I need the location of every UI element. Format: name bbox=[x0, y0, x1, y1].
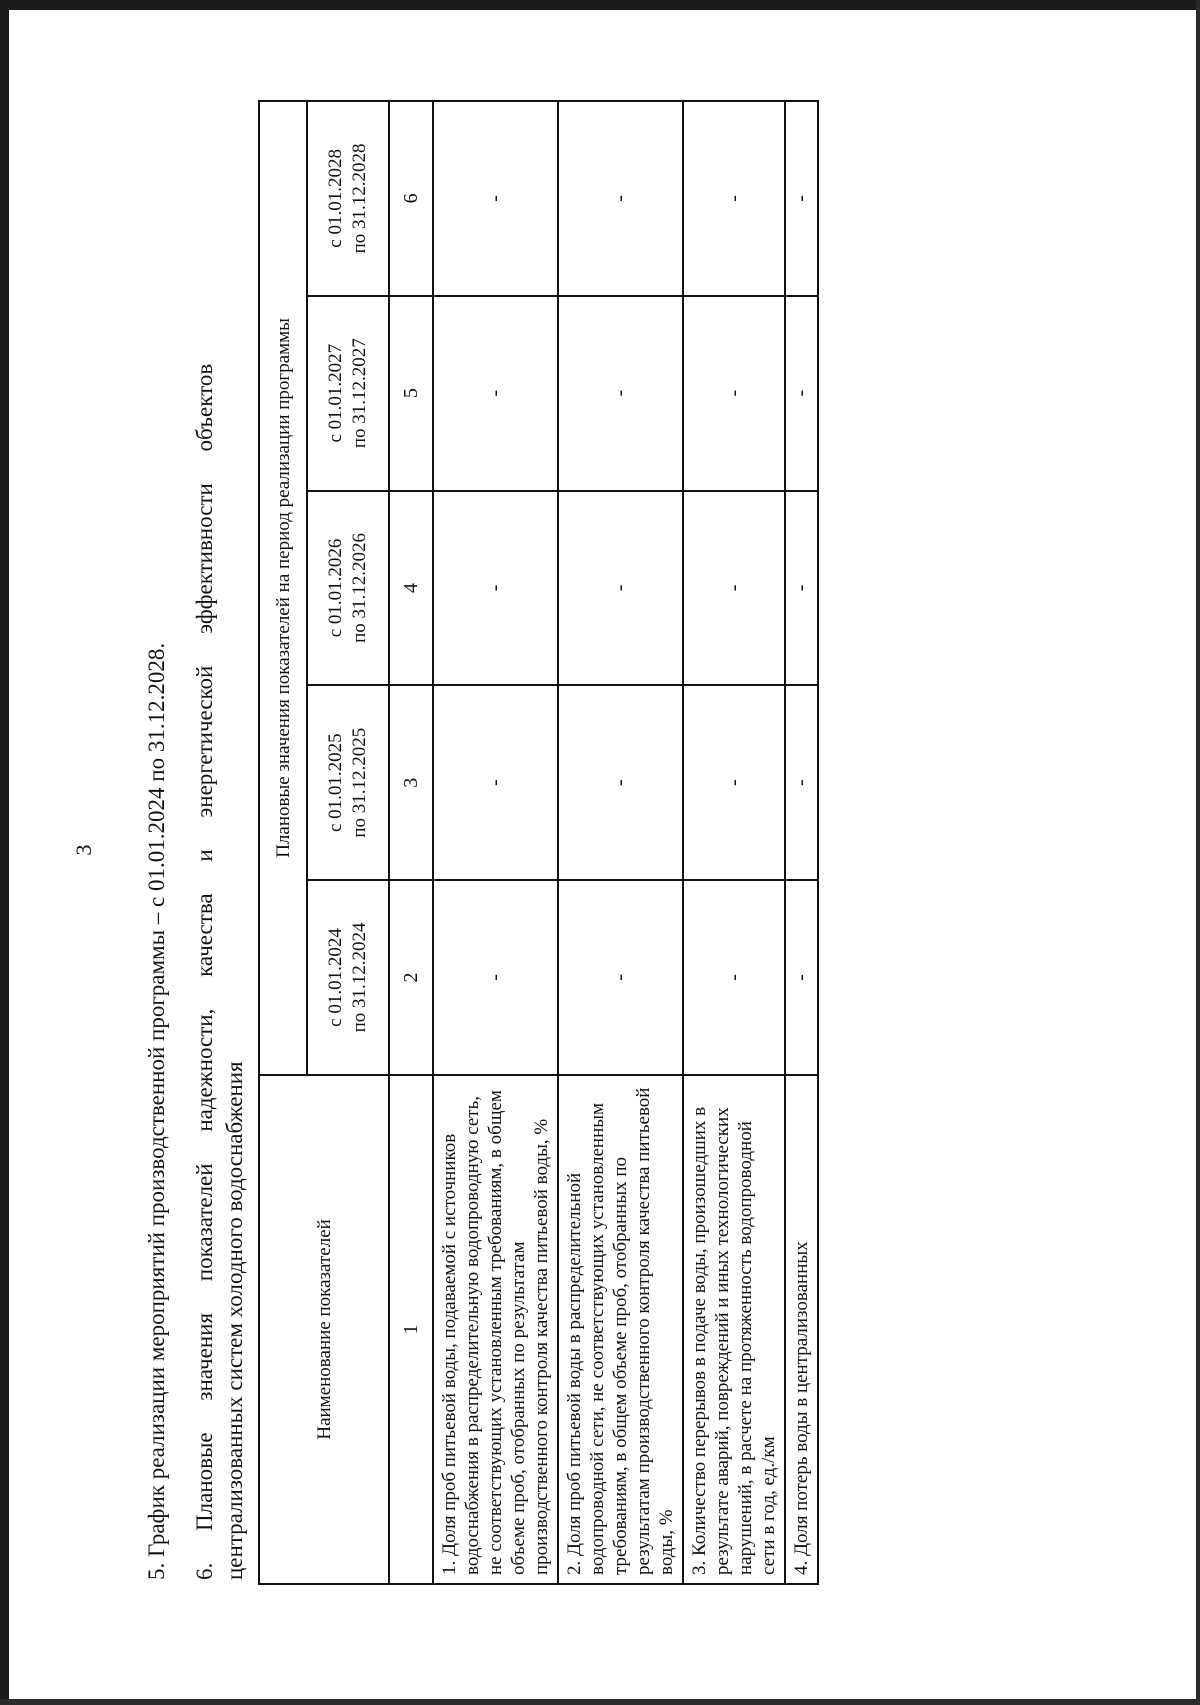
indicator-value: - bbox=[558, 296, 683, 491]
indicator-value: - bbox=[558, 491, 683, 686]
period-header bbox=[307, 296, 389, 491]
section-6-heading bbox=[190, 80, 250, 1580]
section-6-heading-line2: централизованных систем холодного водоснабжения bbox=[222, 1061, 247, 1580]
period-from: с 01.01.2028 bbox=[325, 149, 346, 248]
column-number: 1 bbox=[389, 1075, 433, 1584]
indicator-value: - bbox=[785, 685, 818, 880]
indicator-name: 4. Доля потерь воды в централизованных bbox=[785, 1075, 818, 1584]
period-header bbox=[307, 101, 389, 296]
indicator-value: - bbox=[683, 296, 785, 491]
table-row bbox=[558, 101, 683, 1584]
indicators-table bbox=[258, 100, 819, 1585]
period-to: по 31.12.2025 bbox=[349, 727, 370, 838]
column-number: 2 bbox=[389, 880, 433, 1075]
table-row bbox=[785, 101, 818, 1584]
period-to: по 31.12.2026 bbox=[349, 532, 370, 643]
period-header bbox=[307, 685, 389, 880]
period-header bbox=[307, 880, 389, 1075]
period-from: с 01.01.2025 bbox=[325, 733, 346, 833]
table-row bbox=[683, 101, 785, 1584]
section-5-heading: 5. График реализации мероприятий производственной программы – с 01.01.2024 по 31.12.2028. bbox=[144, 642, 169, 1580]
planned-values-header: Плановые значения показателей на период реализации программы bbox=[259, 101, 307, 1075]
period-to: по 31.12.2028 bbox=[349, 143, 370, 254]
scan-border-top bbox=[0, 0, 1200, 10]
scan-border-left bbox=[0, 0, 9, 1705]
period-to: по 31.12.2027 bbox=[349, 338, 370, 449]
indicator-name: 2. Доля проб питьевой воды в распределительной водопроводной сети, не соответствующих установленным требованиям, в общем объеме проб, отобранных по результатам производственного контроля качества питьевой воды, % bbox=[558, 1075, 683, 1584]
indicator-value: - bbox=[433, 491, 558, 686]
indicator-value: - bbox=[433, 880, 558, 1075]
indicator-value: - bbox=[785, 101, 818, 296]
indicator-value: - bbox=[785, 296, 818, 491]
table-header-row bbox=[259, 101, 307, 1584]
indicator-value: - bbox=[433, 296, 558, 491]
period-from: с 01.01.2026 bbox=[325, 538, 346, 638]
page-number: 3 bbox=[71, 844, 96, 856]
period-from: с 01.01.2024 bbox=[325, 928, 346, 1027]
indicator-value: - bbox=[785, 880, 818, 1075]
rotated-document-page bbox=[70, 60, 1170, 1640]
indicator-value: - bbox=[433, 685, 558, 880]
indicator-value: - bbox=[683, 880, 785, 1075]
period-header bbox=[307, 491, 389, 686]
indicator-value: - bbox=[433, 101, 558, 296]
indicator-value: - bbox=[785, 491, 818, 686]
indicator-value: - bbox=[558, 880, 683, 1075]
indicator-value: - bbox=[558, 685, 683, 880]
column-number: 3 bbox=[389, 685, 433, 880]
table-row bbox=[433, 101, 558, 1584]
section-6-heading-line1: 6. Плановые значения показателей надежности, качества и энергетической эффективности объектов bbox=[192, 363, 217, 1580]
scan-border-bottom bbox=[0, 1699, 1200, 1705]
indicator-name: 1. Доля проб питьевой воды, подаваемой с источников водоснабжения в распределительную водопроводную сеть, не соответствующих установленным требованиям, в общем объеме проб, отобранных по результатам производственного контроля качества питьевой воды, % bbox=[433, 1075, 558, 1584]
indicator-value: - bbox=[683, 101, 785, 296]
column-number: 4 bbox=[389, 491, 433, 686]
period-from: с 01.01.2027 bbox=[325, 343, 346, 443]
indicator-name: 3. Количество перерывов в подаче воды, произошедших в результате аварий, повреждений и иных технологических нарушений, в расчете на протяженность водопроводной сети в год, ед./км bbox=[683, 1075, 785, 1584]
indicator-value: - bbox=[683, 491, 785, 686]
indicator-value: - bbox=[683, 685, 785, 880]
column-number-row bbox=[389, 101, 433, 1584]
column-number: 6 bbox=[389, 101, 433, 296]
indicator-name-header: Наименование показателей bbox=[259, 1075, 389, 1584]
indicator-value: - bbox=[558, 101, 683, 296]
column-number: 5 bbox=[389, 296, 433, 491]
scan-border-right bbox=[1196, 0, 1200, 1705]
period-to: по 31.12.2024 bbox=[349, 922, 370, 1033]
